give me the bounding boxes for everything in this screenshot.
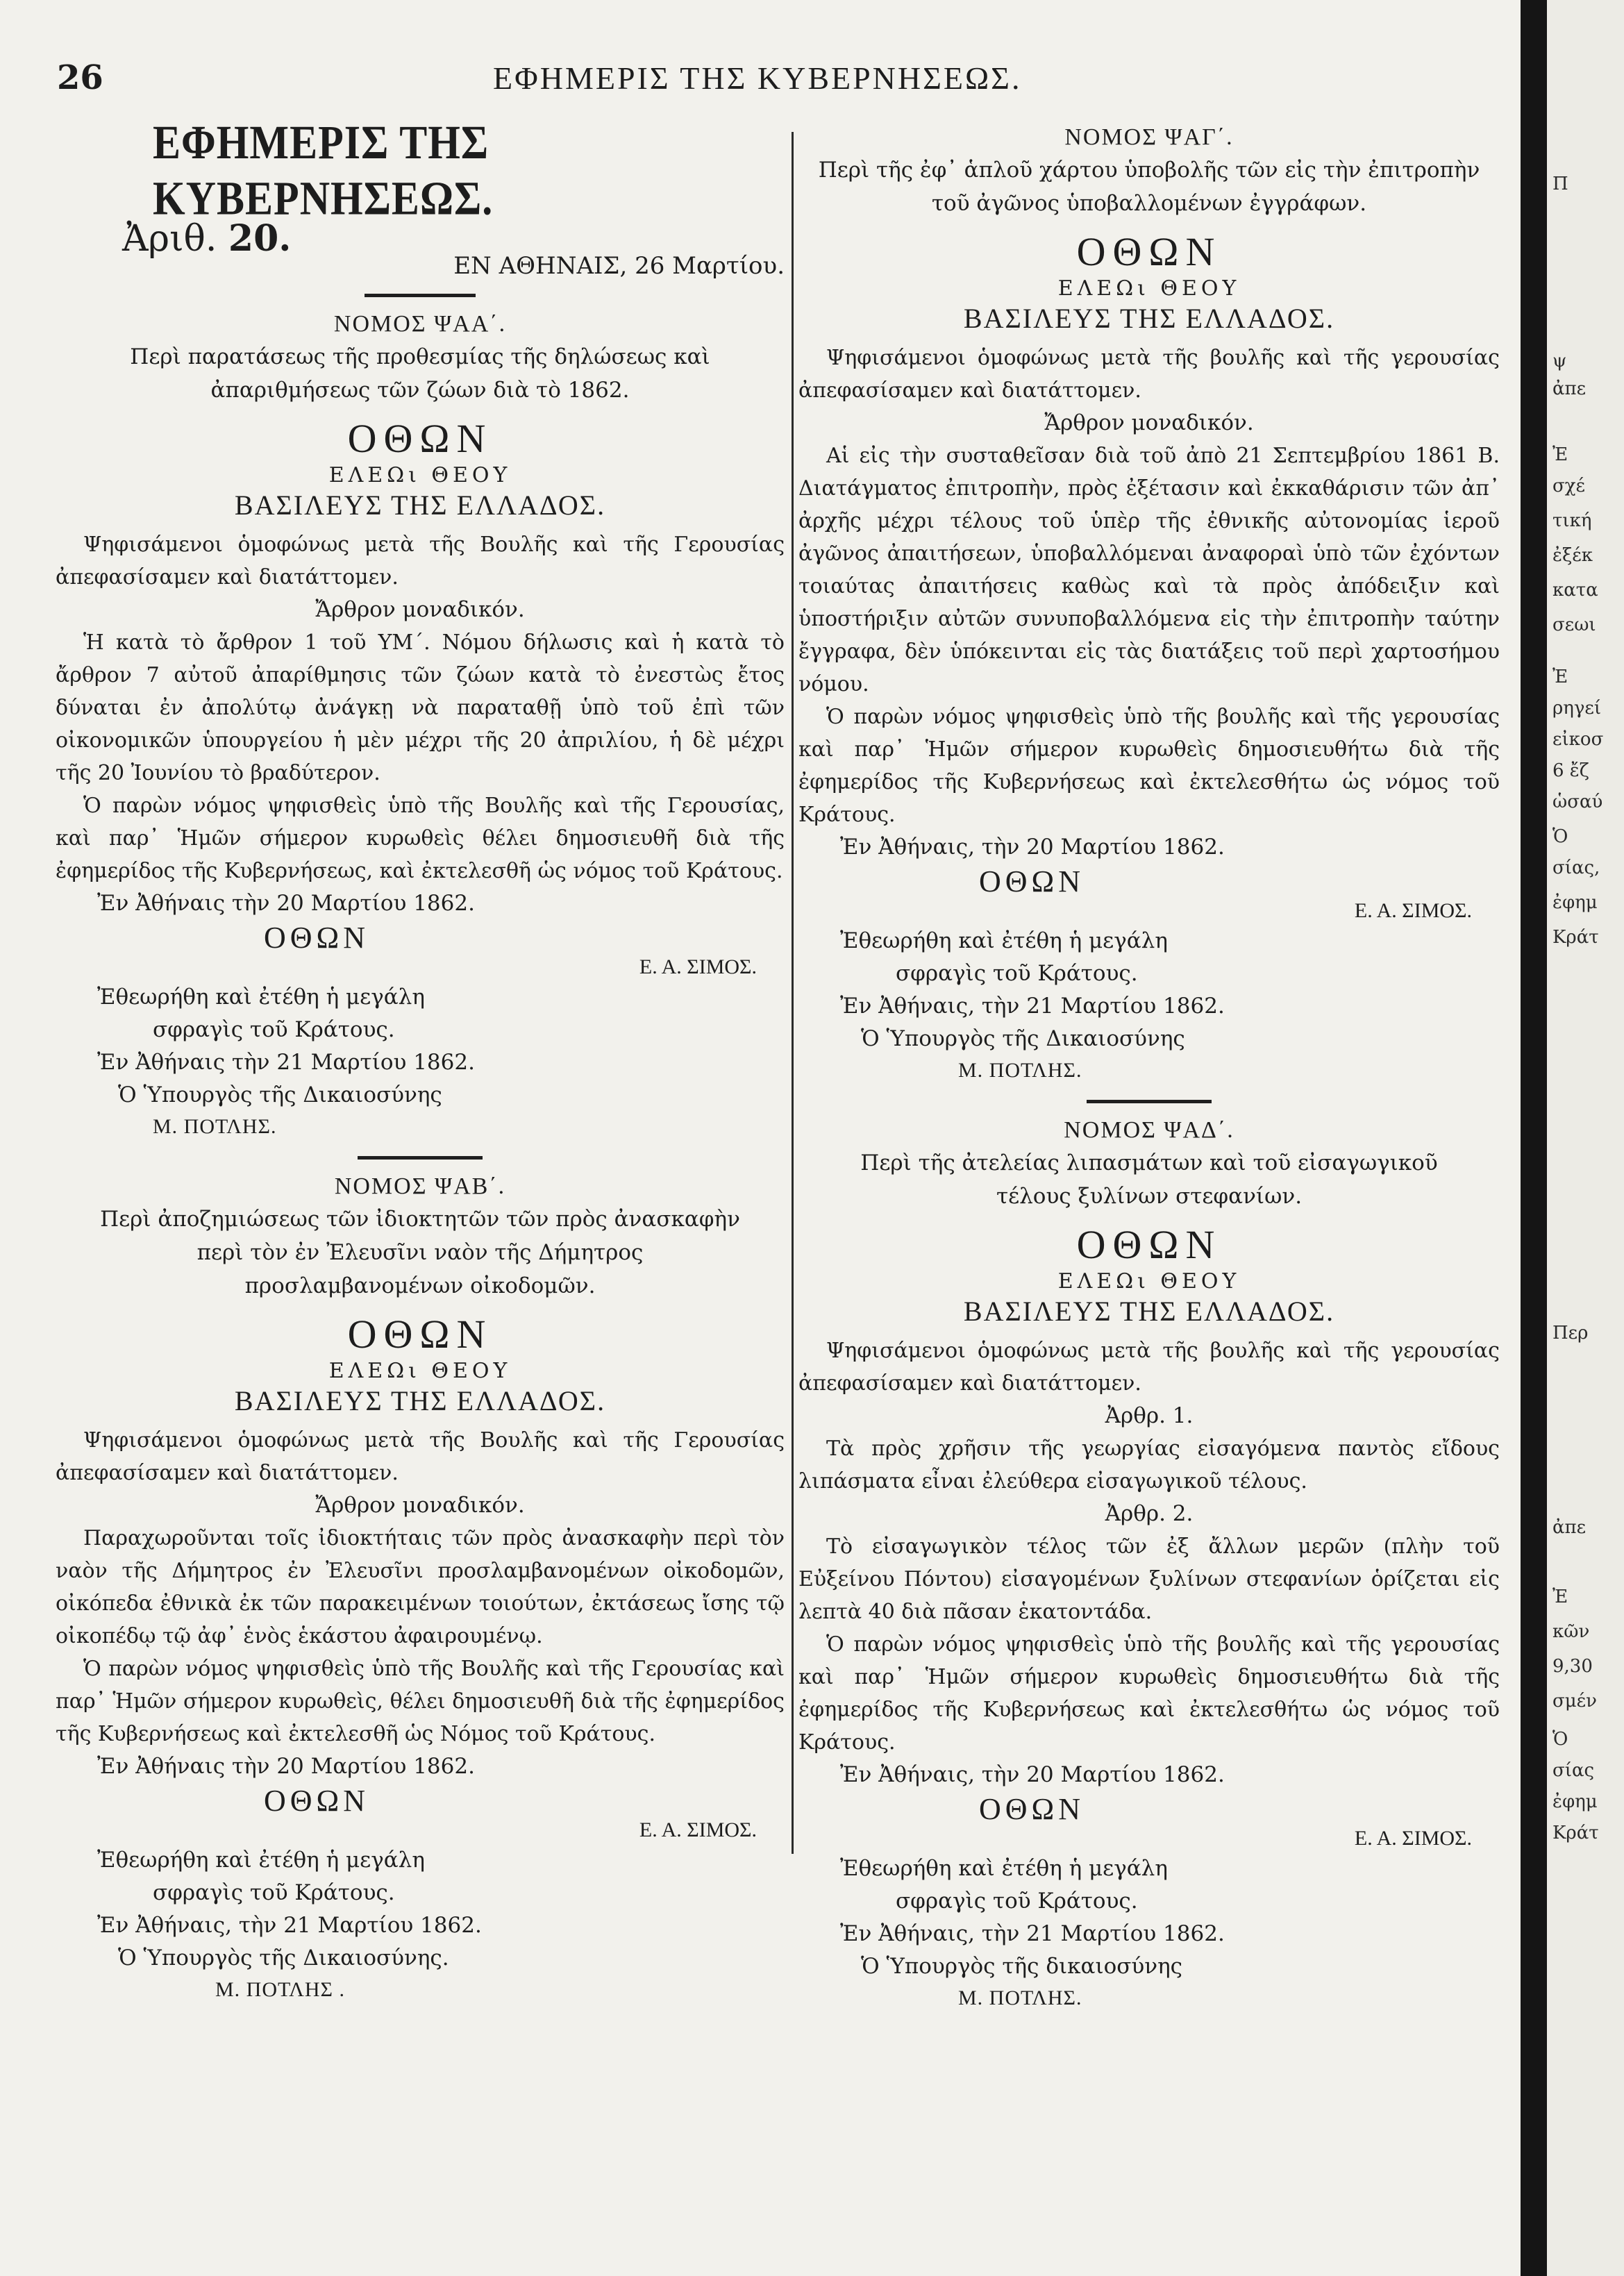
adjacent-page-fragment: Κράτ [1552, 927, 1599, 948]
seal-date: Ἐν Ἀθήναις, τὴν 21 Μαρτίου 1862. [840, 994, 1225, 1019]
king-name: ΟΘΩΝ [347, 416, 493, 461]
king-title: ΒΑΣΙΛΕΥΣ ΤΗΣ ΕΛΛΑΔΟΣ. [963, 303, 1335, 334]
issue-value: 20. [228, 217, 292, 260]
article-heading: Ἄρθρον μοναδικόν. [315, 1493, 525, 1518]
adjacent-page-fragment: κατα [1552, 580, 1598, 601]
law-title: ΝΟΜΟΣ ΨΑΔ΄. [1064, 1117, 1234, 1143]
law-subject: Περὶ ἀποζημιώσεως τῶν ἰδιοκτητῶν τῶν πρὸς ἀνασκαφὴν περὶ τὸν ἐν Ἐλευσῖνι ναὸν τῆς Δήμητρος προσλαμβανομένων οἰκοδομῶν. [100, 1207, 740, 1298]
king-title: ΒΑΣΙΛΕΥΣ ΤΗΣ ΕΛΛΑΔΟΣ. [963, 1296, 1335, 1327]
enactment-date: Ἐν Ἀθήναις, τὴν 20 Μαρτίου 1862. [840, 1762, 1225, 1787]
adjacent-page-edge [1547, 0, 1624, 2276]
justice-minister-name: Μ. ΠΟΤΛΗΣ. [958, 1986, 1082, 2009]
justice-minister-name: Μ. ΠΟΤΛΗΣ . [215, 1978, 345, 2001]
minister-signature: Ε. Α. ΣΙΜΟΣ. [1354, 899, 1472, 922]
adjacent-page-fragment: σίας, [1552, 857, 1600, 878]
publication-clause: Ὁ παρὼν νόμος ψηφισθεὶς ὑπὸ τῆς βουλῆς καὶ τῆς γερουσίας καὶ παρ᾽ Ἡμῶν σήμερον κυρωθεὶς δημοσιευθήτω διὰ τῆς ἐφημερίδος τῆς Κυβερνήσεως καὶ ἐκτελεσθήτω ὡς νόμος τοῦ Κράτους. [798, 705, 1500, 827]
article-text: Τὸ εἰσαγωγικὸν τέλος τῶν ἐξ ἄλλων μερῶν (πλὴν τοῦ Εὐξείνου Πόντου) εἰσαγομένων ξυλίνων στεφανίων ὁρίζεται εἰς λεπτὰ 40 διὰ πᾶσαν ἑκατοντάδα. [798, 1534, 1500, 1624]
law-preamble: Ψηφισάμενοι ὁμοφώνως μετὰ τῆς βουλῆς καὶ τῆς γερουσίας ἀπεφασίσαμεν καὶ διατάττομεν. [798, 1339, 1500, 1396]
adjacent-page-fragment: σίας [1552, 1760, 1595, 1781]
justice-minister-title: Ὁ Ὑπουργὸς τῆς Δικαιοσύνης [861, 1026, 1185, 1051]
adjacent-page-fragment: κῶν [1552, 1621, 1590, 1642]
adjacent-page-fragment: Κράτ [1552, 1823, 1599, 1843]
book-spine [1521, 0, 1547, 2276]
law-section-3 [798, 124, 1500, 1086]
justice-minister-name: Μ. ΠΟΤΛΗΣ. [958, 1059, 1082, 1082]
article-text: Αἱ εἰς τὴν συσταθεῖσαν διὰ τοῦ ἀπὸ 21 Σεπτεμβρίου 1861 Β. Διατάγματος ἐπιτροπὴν, πρὸς ἐξέτασιν καὶ ἐκκαθάρισιν τῶν ἀπ᾽ ἀρχῆς μέχρι τέλους τοῦ ὑπὲρ τῆς ἐθνικῆς αὐτονομίας ἱεροῦ ἀγῶνος ἀπαιτήσεων, ὑποβαλλόμεναι ἀναφοραὶ ὑπὸ τῶν ἐχόντων τοιαύτας ἀπαιτήσεις καθὼς καὶ τὰ πρὸς ἀπόδειξιν καὶ ὑποστήριξιν αὐτῶν συνυποβαλλόμενα εἰς τὴν ἐπιτροπὴν ταύτην ἔγγραφα, δὲν ὑπόκεινται εἰς τὰς διατάξεις τοῦ περὶ χαρτοσήμου νόμου. [798, 444, 1500, 696]
article-text: Παραχωροῦνται τοῖς ἰδιοκτήταις τῶν πρὸς ἀνασκαφὴν περὶ τὸν ναὸν τῆς Δήμητρος ἐν Ἐλευσῖνι προσλαμβανομένων οἰκοδομῶν, οἰκόπεδα ἐθνικὰ ἐκ τῶν παρακειμένων τοιούτων, ἐκτάσεως ἴσης τῷ οἰκοπέδῳ τῷ ἀφ᾽ ἑνὸς ἑκάστου ἀφαιρουμένῳ. [56, 1526, 785, 1648]
adjacent-page-fragment: 6 ἔζ [1552, 760, 1589, 781]
law-title: ΝΟΜΟΣ ΨΑΑ΄. [333, 311, 507, 337]
left-column [56, 115, 785, 2005]
seal-line: Ἐθεωρήθη καὶ ἐτέθη ἡ μεγάλη [97, 1848, 425, 1873]
running-title: ΕΦΗΜΕΡΙΣ ΤΗΣ ΚΥΒΕΡΝΗΣΕΩΣ. [493, 60, 1022, 96]
law-subject: Περὶ παρατάσεως τῆς προθεσμίας τῆς δηλώσεως καὶ ἀπαριθμήσεως τῶν ζώων διὰ τὸ 1862. [130, 344, 710, 403]
seal-date: Ἐν Ἀθήναις, τὴν 21 Μαρτίου 1862. [97, 1913, 482, 1938]
issue-dateline: ΕΝ ΑΘΗΝΑΙΣ, 26 Μαρτίου. [453, 252, 785, 280]
seal-line: σφραγὶς τοῦ Κράτους. [153, 1880, 395, 1905]
adjacent-page-fragment: ἀπε [1552, 378, 1587, 399]
publication-clause: Ὁ παρὼν νόμος ψηφισθεὶς ὑπὸ τῆς βουλῆς καὶ τῆς γερουσίας καὶ παρ᾽ Ἡμῶν σήμερον κυρωθεὶς δημοσιευθήτω διὰ τῆς ἐφημερίδος τῆς Κυβερνήσεως καὶ ἐκτελεσθήτω ὡς νόμος τοῦ Κράτους. [798, 1632, 1500, 1755]
article-heading: Ἀρθρ. 1. [1105, 1403, 1194, 1428]
king-signature: ΟΘΩΝ [264, 921, 370, 955]
seal-line: Ἐθεωρήθη καὶ ἐτέθη ἡ μεγάλη [840, 1856, 1168, 1881]
enactment-date: Ἐν Ἀθήναις τὴν 20 Μαρτίου 1862. [97, 891, 475, 916]
article-heading: Ἄρθρον μοναδικόν. [315, 597, 525, 622]
king-title: ΒΑΣΙΛΕΥΣ ΤΗΣ ΕΛΛΑΔΟΣ. [234, 1385, 606, 1416]
justice-minister-title: Ὁ Ὑπουργὸς τῆς Δικαιοσύνης. [118, 1946, 449, 1970]
adjacent-page-fragment: Ἐ [1552, 444, 1568, 465]
page-number: 26 [57, 58, 103, 97]
adjacent-page-fragment: ἀπε [1552, 1517, 1587, 1538]
adjacent-page-fragment: Ἐ [1552, 1587, 1568, 1607]
king-signature: ΟΘΩΝ [979, 864, 1085, 898]
justice-minister-title: Ὁ Ὑπουργὸς τῆς Δικαιοσύνης [118, 1082, 442, 1107]
article-heading: Ἀρθρ. 2. [1105, 1501, 1194, 1526]
seal-date: Ἐν Ἀθήναις, τὴν 21 Μαρτίου 1862. [840, 1921, 1225, 1946]
law-title: ΝΟΜΟΣ ΨΑΒ΄. [334, 1173, 506, 1199]
column-divider [792, 132, 794, 1854]
adjacent-page-fragment: τική [1552, 510, 1592, 531]
by-grace-of-god: ΕΛΕΩι ΘΕΟΥ [1057, 276, 1241, 301]
running-head [0, 50, 1521, 99]
justice-minister-name: Μ. ΠΟΤΛΗΣ. [153, 1115, 277, 1138]
seal-date: Ἐν Ἀθήναις τὴν 21 Μαρτίου 1862. [97, 1050, 475, 1075]
masthead-title: ΕΦΗΜΕΡΙΣ ΤΗΣ ΚΥΒΕΡΝΗΣΕΩΣ. [153, 115, 494, 225]
seal-line: σφραγὶς τοῦ Κράτους. [896, 961, 1138, 986]
minister-signature: Ε. Α. ΣΙΜΟΣ. [1354, 1827, 1472, 1850]
king-signature: ΟΘΩΝ [264, 1784, 370, 1818]
adjacent-page-fragment: Ὁ [1552, 1729, 1568, 1750]
law-subject: Περὶ τῆς ἀτελείας λιπασμάτων καὶ τοῦ εἰσαγωγικοῦ τέλους ξυλίνων στεφανίων. [860, 1150, 1438, 1209]
adjacent-page-fragment: ἐξέκ [1552, 545, 1593, 566]
law-preamble: Ψηφισάμενοι ὁμοφώνως μετὰ τῆς βουλῆς καὶ τῆς γερουσίας ἀπεφασίσαμεν καὶ διατάττομεν. [798, 346, 1500, 403]
king-name: ΟΘΩΝ [1076, 1222, 1222, 1267]
section-rule [1087, 1100, 1212, 1103]
adjacent-page-fragment: Π [1552, 174, 1568, 194]
adjacent-page-fragment: Περ [1552, 1323, 1589, 1344]
adjacent-page-fragment: ἐφημ [1552, 892, 1598, 913]
by-grace-of-god: ΕΛΕΩι ΘΕΟΥ [328, 463, 512, 487]
law-title: ΝΟΜΟΣ ΨΑΓ΄. [1064, 124, 1234, 150]
king-title: ΒΑΣΙΛΕΥΣ ΤΗΣ ΕΛΛΑΔΟΣ. [234, 489, 606, 521]
king-name: ΟΘΩΝ [1076, 229, 1222, 274]
adjacent-page-fragment: σεωι [1552, 614, 1596, 635]
right-column [798, 122, 1500, 2014]
law-preamble: Ψηφισάμενοι ὁμοφώνως μετὰ τῆς Βουλῆς καὶ τῆς Γερουσίας ἀπεφασίσαμεν καὶ διατάττομεν. [56, 1428, 785, 1485]
law-section-4 [798, 1117, 1500, 2014]
article-heading: Ἄρθρον μοναδικόν. [1044, 410, 1254, 435]
law-section-1 [56, 311, 785, 1142]
publication-clause: Ὁ παρὼν νόμος ψηφισθεὶς ὑπὸ τῆς Βουλῆς καὶ τῆς Γερουσίας, καὶ παρ᾽ Ἡμῶν σήμερον κυρωθεὶς θέλει δημοσιευθῆ διὰ τῆς ἐφημερίδος τῆς Κυβερνήσεως, καὶ ἐκτελεσθῆ ὡς νόμος τοῦ Κράτους. [56, 794, 785, 883]
adjacent-page-fragment: Ἐ [1552, 667, 1568, 687]
section-rule [358, 1156, 483, 1160]
adjacent-page-fragment: σμέν [1552, 1691, 1597, 1712]
law-section-2 [56, 1173, 785, 2005]
seal-line: σφραγὶς τοῦ Κράτους. [153, 1017, 395, 1042]
publication-clause: Ὁ παρὼν νόμος ψηφισθεὶς ὑπὸ τῆς Βουλῆς καὶ τῆς Γερουσίας καὶ παρ᾽ Ἡμῶν σήμερον κυρωθεὶς, θέλει δημοσιευθῆ διὰ τῆς ἐφημερίδος τῆς Κυβερνήσεως καὶ ἐκτελεσθῆ ὡς Νόμος τοῦ Κράτους. [56, 1657, 785, 1746]
king-signature: ΟΘΩΝ [979, 1792, 1085, 1826]
adjacent-page-fragment: ἐφημ [1552, 1791, 1598, 1812]
seal-line: Ἐθεωρήθη καὶ ἐτέθη ἡ μεγάλη [840, 928, 1168, 953]
adjacent-page-fragment: εἰκοσ [1552, 729, 1604, 750]
law-preamble: Ψηφισάμενοι ὁμοφώνως μετὰ τῆς Βουλῆς καὶ τῆς Γερουσίας ἀπεφασίσαμεν καὶ διατάττομεν. [56, 533, 785, 589]
minister-signature: Ε. Α. ΣΙΜΟΣ. [639, 955, 757, 978]
minister-signature: Ε. Α. ΣΙΜΟΣ. [639, 1818, 757, 1841]
article-text: Τὰ πρὸς χρῆσιν τῆς γεωργίας εἰσαγόμενα παντὸς εἴδους λιπάσματα εἶναι ἐλεύθερα εἰσαγωγικοῦ τέλους. [798, 1437, 1500, 1493]
enactment-date: Ἐν Ἀθήναις, τὴν 20 Μαρτίου 1862. [840, 835, 1225, 860]
adjacent-page-fragment: ὡσαύ [1552, 792, 1603, 812]
by-grace-of-god: ΕΛΕΩι ΘΕΟΥ [1057, 1269, 1241, 1294]
by-grace-of-god: ΕΛΕΩι ΘΕΟΥ [328, 1359, 512, 1383]
seal-line: Ἐθεωρήθη καὶ ἐτέθη ἡ μεγάλη [97, 985, 425, 1010]
section-rule [365, 294, 476, 297]
adjacent-page-fragment: ψ [1552, 351, 1567, 371]
law-subject: Περὶ τῆς ἐφ᾽ ἁπλοῦ χάρτου ὑποβολῆς τῶν εἰς τὴν ἐπιτροπὴν τοῦ ἀγῶνος ὑποβαλλομένων ἐγγράφων. [818, 158, 1480, 216]
enactment-date: Ἐν Ἀθήναις τὴν 20 Μαρτίου 1862. [97, 1754, 475, 1779]
adjacent-page-fragment: σχέ [1552, 476, 1585, 496]
adjacent-page-fragment: Ὁ [1552, 826, 1568, 847]
seal-line: σφραγὶς τοῦ Κράτους. [896, 1889, 1138, 1914]
king-name: ΟΘΩΝ [347, 1312, 493, 1357]
adjacent-page-fragment: ρηγεί [1552, 698, 1602, 719]
adjacent-page-fragment: 9,30 [1552, 1656, 1593, 1677]
issue-label: Ἀριθ. [122, 218, 217, 260]
article-text: Ἡ κατὰ τὸ ἄρθρον 1 τοῦ ΥΜ΄. Νόμου δήλωσις καὶ ἡ κατὰ τὸ ἄρθρον 7 αὐτοῦ ἀπαρίθμησις τῶν ζώων κατὰ τὸ ἐνεστὼς ἔτος δύναται ἐν ἀπολύτῳ ἀνάγκῃ νὰ παραταθῇ ὑπὸ τοῦ ἐπὶ τῶν οἰκονομικῶν ὑπουργείου ἡ μὲν μέχρι τῆς 20 ἀπριλίου, ἡ δὲ μέχρι τῆς 20 Ἰουνίου τὸ βραδύτερον. [56, 630, 785, 785]
justice-minister-title: Ὁ Ὑπουργὸς τῆς δικαιοσύνης [861, 1954, 1183, 1979]
